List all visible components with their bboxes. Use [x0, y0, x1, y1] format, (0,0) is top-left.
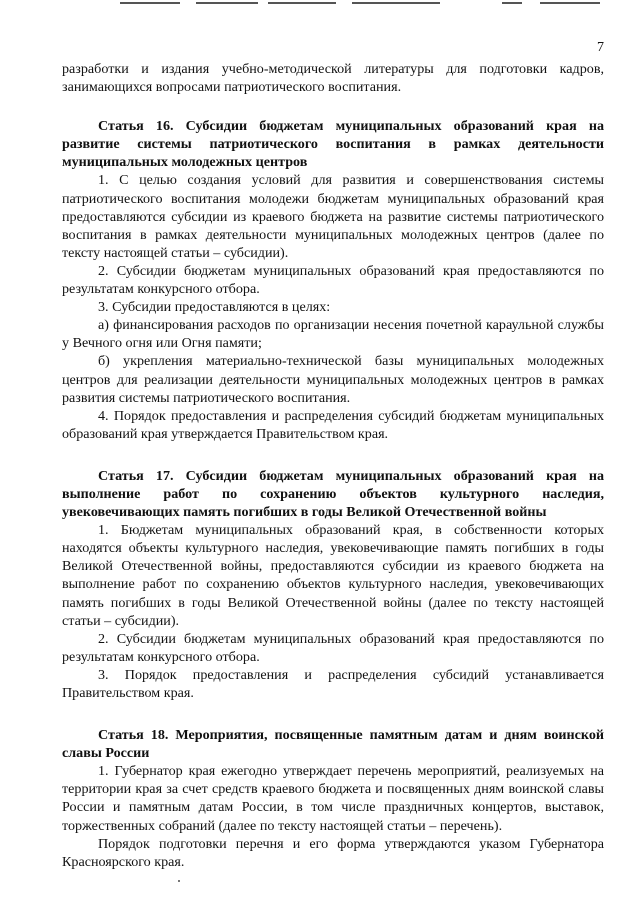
scan-speck: [178, 880, 180, 882]
article-16-paragraph: 1. С целью создания условий для развития и совершенствования системы патриотического воспитания молодежи бюджетам муниципальных образований края предоставляются субсидии из краевого бюджета на развитие системы патриотического воспитания в рамках деятельности муниципальных молодежных центров (далее по тексту настоящей статьи – субсидии).: [62, 172, 604, 261]
article-17-paragraph: 2. Субсидии бюджетам муниципальных образований края предоставляются по результатам конкурсного отбора.: [62, 630, 604, 665]
article-17-paragraph: 3. Порядок предоставления и распределения субсидий устанавливается Правительством края.: [62, 666, 604, 701]
document-body: [62, 60, 604, 871]
article-16-paragraph: 3. Субсидии предоставляются в целях:: [98, 299, 331, 316]
article-18-paragraph: Порядок подготовки перечня и его форма утверждаются указом Губернатора Красноярского края.: [62, 835, 604, 870]
article-18-title: Статья 18. Мероприятия, посвященные памятным датам и дням воинской славы России: [62, 727, 604, 762]
article-18-paragraph: 1. Губернатор края ежегодно утверждает перечень мероприятий, реализуемых на территории края за счет средств краевого бюджета и посвященных дням воинской славы России и памятным датам России, в том числе праздничных концертов, выставок, торжественных собраний (далее по тексту настоящей статьи – перечень).: [62, 763, 604, 834]
article-16-paragraph: б) укрепления материально-технической базы муниципальных молодежных центров для реализации деятельности муниципальных молодежных центров в рамках развития системы патриотического воспитания.: [62, 353, 604, 406]
article-16-paragraph: а) финансирования расходов по организации несения почетной караульной службы у Вечного огня или Огня памяти;: [62, 317, 604, 352]
page-number: 7: [597, 40, 604, 55]
intro-paragraph: разработки и издания учебно-методической литературы для подготовки кадров, занимающихся вопросами патриотического воспитания.: [62, 61, 604, 96]
article-17-title: Статья 17. Субсидии бюджетам муниципальных образований края на выполнение работ по сохранению объектов культурного наследия, увековечивающих память погибших в годы Великой Отечественной войны: [62, 467, 604, 521]
article-16-paragraph: 4. Порядок предоставления и распределения субсидий бюджетам муниципальных образований края утверждается Правительством края.: [62, 407, 604, 442]
scan-edge: [0, 0, 639, 8]
article-16-title: Статья 16. Субсидии бюджетам муниципальных образований края на развитие системы патриотического воспитания в рамках деятельности муниципальных молодежных центров: [62, 118, 604, 171]
article-17-paragraph: 1. Бюджетам муниципальных образований края, в собственности которых находятся объекты культурного наследия, увековечивающие память погибших в годы Великой Отечественной войны, предоставляются субсидии из краевого бюджета на выполнение работ по сохранению объектов культурного наследия, увековечивающих память погибших в годы Великой Отечественной войны (далее по тексту настоящей статьи – субсидии).: [62, 522, 604, 629]
article-16-paragraph: 2. Субсидии бюджетам муниципальных образований края предоставляются по результатам конкурсного отбора.: [62, 262, 604, 298]
